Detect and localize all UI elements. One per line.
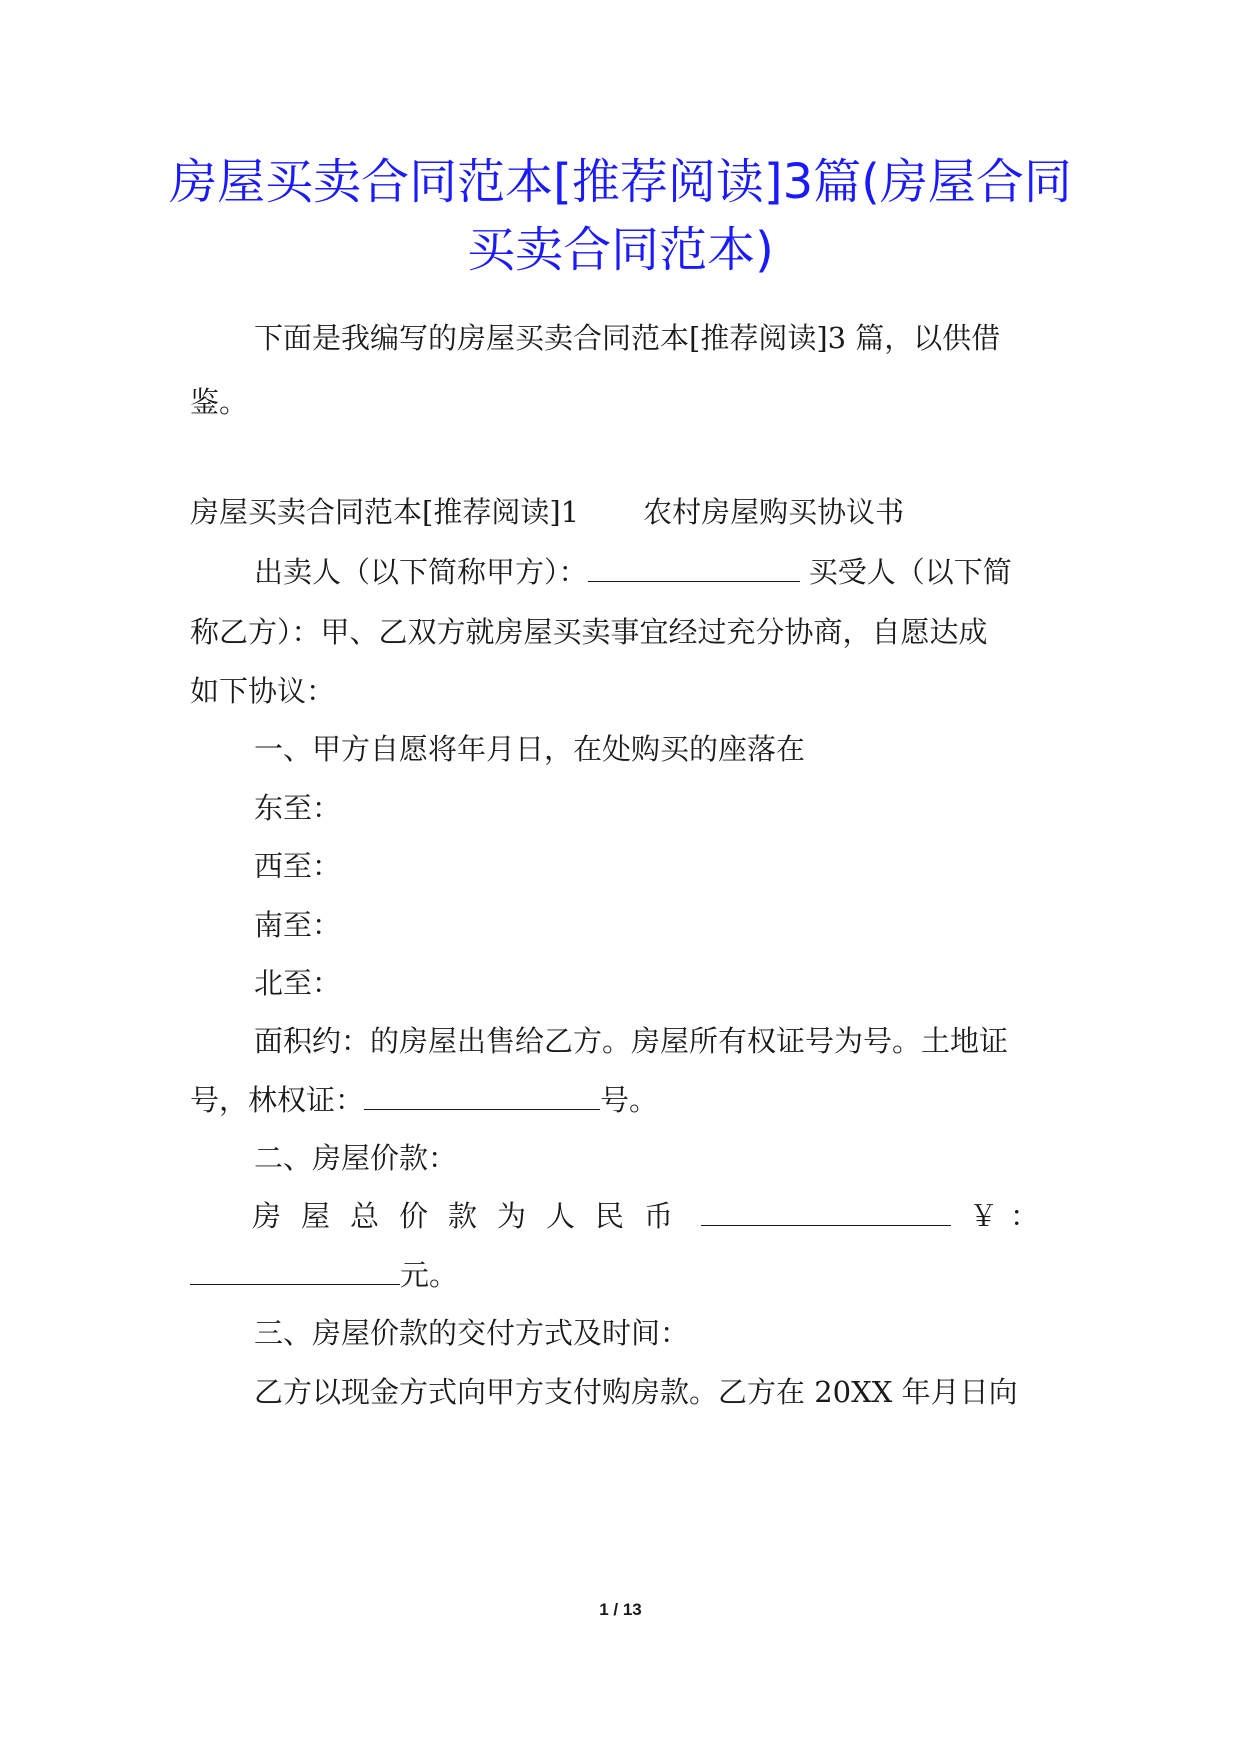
boundary-south: 南至： bbox=[254, 908, 342, 942]
payment-line: 乙方以现金方式向甲方支付购房款。乙方在 20XX 年月日向 bbox=[254, 1375, 1018, 1409]
price-line bbox=[190, 1184, 1050, 1248]
title-line-2: 买卖合同范本) bbox=[467, 222, 774, 278]
forest-cert-blank bbox=[364, 1089, 600, 1110]
seller-blank bbox=[588, 561, 800, 582]
title-line-1: 房屋买卖合同范本[推荐阅读]3篇(房屋合同 bbox=[169, 154, 1072, 210]
price-label: 房屋总价款为人民币 bbox=[252, 1199, 694, 1233]
section-heading: 房屋买卖合同范本[推荐阅读]1 bbox=[190, 495, 580, 529]
price-blank bbox=[701, 1205, 951, 1226]
yuan-blank bbox=[190, 1264, 400, 1285]
forest-cert-line bbox=[190, 1068, 1050, 1132]
boundary-east: 东至： bbox=[254, 791, 342, 825]
intro-line-1: 下面是我编写的房屋买卖合同范本[推荐阅读]3 篇，以供借 bbox=[254, 321, 1001, 355]
area-line: 面积约：的房屋出售给乙方。房屋所有权证号为号。土地证 bbox=[254, 1024, 1009, 1058]
clause-2: 二、房屋价款： bbox=[254, 1141, 458, 1175]
parties-line: 称乙方）：甲、乙双方就房屋买卖事宜经过充分协商，自愿达成 bbox=[190, 615, 988, 649]
seller-buyer-line bbox=[190, 540, 1050, 604]
page-number: 1 / 13 bbox=[599, 1600, 642, 1619]
section-subtitle: 农村房屋购买协议书 bbox=[643, 495, 905, 529]
clause-1: 一、甲方自愿将年月日，在处购买的座落在 bbox=[254, 732, 806, 766]
yen-label: ￥： bbox=[969, 1199, 1052, 1233]
agreement-line: 如下协议： bbox=[190, 674, 336, 708]
yuan-label: 元。 bbox=[400, 1258, 459, 1292]
document-title bbox=[150, 148, 1091, 284]
yuan-line bbox=[190, 1243, 1050, 1307]
clause-3: 三、房屋价款的交付方式及时间： bbox=[254, 1316, 690, 1350]
intro-line-2: 鉴。 bbox=[190, 385, 249, 419]
seller-label: 出卖人（以下简称甲方）： bbox=[254, 555, 588, 589]
section-heading-line bbox=[190, 480, 1050, 544]
boundary-west: 西至： bbox=[254, 849, 342, 883]
forest-prefix: 号，林权证： bbox=[190, 1083, 365, 1117]
forest-suffix: 号。 bbox=[600, 1083, 659, 1117]
boundary-north: 北至： bbox=[254, 966, 342, 1000]
buyer-label: 买受人（以下简 bbox=[808, 555, 1012, 589]
